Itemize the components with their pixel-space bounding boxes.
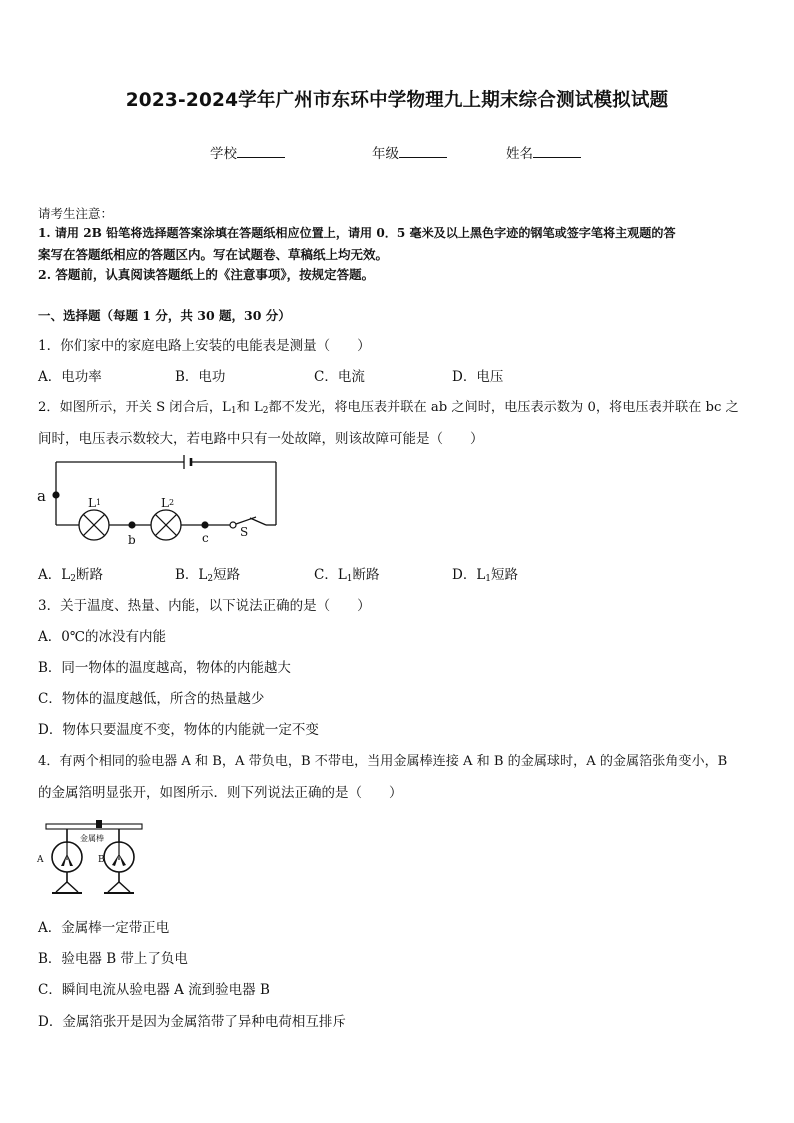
notice-heading: 请考生注意： [38, 206, 114, 221]
name-blank [533, 145, 581, 158]
notice-item-1-line-2: 案写在答题纸相应的答题区内。写在试题卷、草稿纸上均无效。 [38, 247, 389, 262]
electroscope-a [52, 829, 82, 893]
question-4-stem-line-2: 的金属箔明显张开，如图所示．则下列说法正确的是（ ） [38, 785, 403, 801]
school-blank [237, 145, 285, 158]
question-3-stem: 3．关于温度、热量、内能，以下说法正确的是（ ） [38, 598, 371, 614]
question-2-stem-part-b: 和 L [236, 400, 263, 415]
battery-symbol [184, 455, 191, 469]
electroscope-b-label: B [98, 855, 105, 865]
question-2-stem-part-a: 2．如图所示，开关 S 闭合后，L [38, 400, 231, 415]
name-field [506, 142, 581, 162]
electroscope-a-label: A [37, 855, 44, 865]
question-4-option-d: D．金属箔张开是因为金属箔带了异种电荷相互排斥 [38, 1014, 346, 1030]
node-b [128, 521, 135, 528]
label-s: S [240, 525, 249, 539]
electroscope-diagram [34, 816, 146, 898]
question-2-stem-part-c: 都不发光，将电压表并联在 ab 之间时，电压表示数为 0，将电压表并联在 bc 之 [268, 400, 739, 415]
question-2-sub-1: 1 [230, 406, 237, 416]
grade-field [372, 142, 447, 162]
question-3-option-c: C．物体的温度越低，所含的热量越少 [38, 691, 265, 707]
page-title: 2023-2024学年广州市东环中学物理九上期末综合测试模拟试题 [125, 90, 669, 111]
question-2-sub-2: 2 [262, 406, 269, 416]
rod-label: 金属棒 [80, 834, 104, 843]
circuit-diagram [34, 452, 284, 552]
question-3-option-b: B．同一物体的温度越高，物体的内能越大 [38, 660, 291, 676]
question-4-option-c: C．瞬间电流从验电器 A 流到验电器 B [38, 982, 270, 998]
label-a: a [37, 487, 46, 505]
question-3-option-d: D．物体只要温度不变，物体的内能就一定不变 [38, 722, 319, 738]
label-l1-sub: 1 [96, 498, 102, 507]
question-2-stem-line-2: 间时，电压表示数较大，若电路中只有一处故障，则该故障可能是（ ） [38, 431, 484, 447]
question-3-option-a: A．0℃的冰没有内能 [38, 629, 166, 645]
notice-item-2: 2. 答题前，认真阅读答题纸上的《注意事项》，按规定答题。 [38, 267, 375, 282]
question-1-option-b: B．电功 [175, 369, 226, 385]
question-1-option-c: C．电流 [314, 369, 365, 385]
label-c: c [202, 531, 209, 545]
section-heading: 一、选择题（每题 1 分，共 30 题，30 分） [38, 308, 291, 323]
question-1-option-d: D．电压 [452, 369, 504, 385]
question-2-option-a: A．$L_2$断路 [38, 567, 103, 584]
lamp-l2 [151, 510, 181, 540]
notice-item-1-line-1: 1. 请用 2B 铅笔将选择题答案涂填在答题纸相应位置上，请用 0．5 毫米及以上黑色字迹的钢笔或签字笔将主观题的答 [38, 226, 676, 240]
lamp-l1 [79, 510, 109, 540]
school-label: 学校 [210, 146, 237, 162]
grade-blank [399, 145, 447, 158]
node-a [52, 491, 59, 498]
node-c [201, 521, 208, 528]
question-2-stem-line-1 [38, 396, 739, 416]
school-field [210, 142, 285, 162]
question-2-option-b: B．$L_2$短路 [175, 567, 241, 584]
question-4-stem-line-1: 4．有两个相同的验电器 A 和 B，A 带负电，B 不带电，当用金属棒连接 A 和 B 的金属球时，A 的金属箔张角变小，B [38, 754, 728, 769]
electroscope-b [104, 829, 134, 893]
label-l1: L [88, 496, 96, 510]
question-2-option-d: D．$L_1$短路 [452, 567, 519, 584]
label-l2-sub: 2 [169, 498, 175, 507]
question-4-option-b: B．验电器 B 带上了负电 [38, 951, 188, 967]
label-b: b [128, 533, 136, 547]
question-4-option-a: A．金属棒一定带正电 [38, 920, 170, 936]
question-1-option-a: A．电功率 [38, 369, 102, 385]
name-label: 姓名 [506, 146, 533, 162]
label-l2: L [161, 496, 169, 510]
question-1-stem: 1．你们家中的家庭电路上安装的电能表是测量（ ） [38, 338, 371, 354]
grade-label: 年级 [372, 146, 399, 162]
question-2-option-c: C．$L_1$断路 [314, 567, 380, 584]
